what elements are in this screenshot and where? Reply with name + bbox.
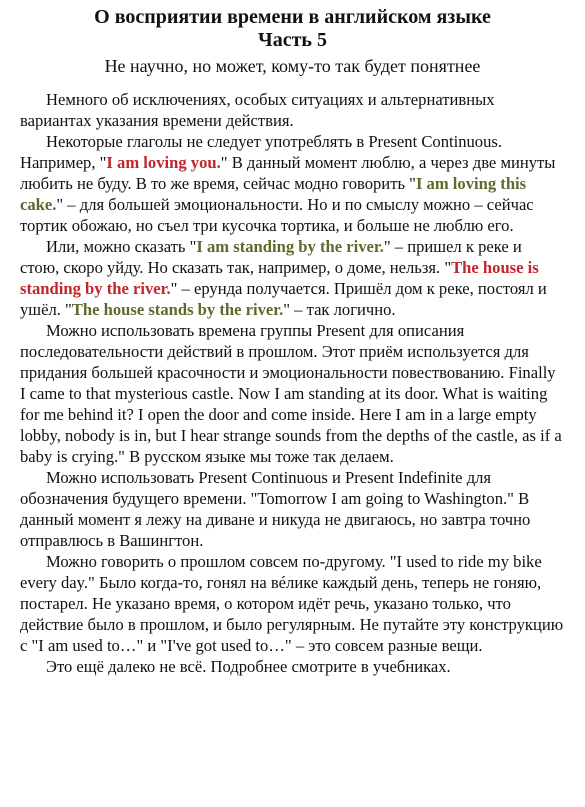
paragraph-2-text-1: Некоторые глаголы не следует употреблять в Present Continuous. Например, " <box>20 132 503 172</box>
article-body <box>20 89 565 677</box>
page-title <box>20 6 565 52</box>
title-line-1: О восприятии времени в английском языке <box>94 6 491 28</box>
example-red-1: I am loving you. <box>106 153 221 172</box>
example-green-2: I am standing by the river. <box>196 237 384 256</box>
title-line-2: Часть 5 <box>258 29 327 51</box>
paragraph-3-text-3: " – ерунда получается. Пришёл дом к реке, постоял и ушёл. " <box>20 279 547 319</box>
paragraph-4: Можно использовать времена группы Present для описания последовательности действий в прошлом. Этот приём используется для придания большей красочности и эмоциональности повествованию. Finally I came to that mysterious castle. Now I am standing at its door. What is waiting for me behind it? I open the door and come inside. Here I am in a large empty lobby, nobody is in, but I hear strange sounds from the depths of the castle, as if a baby is crying." В русском языке мы тоже так делаем. <box>20 321 562 466</box>
paragraph-3-text-2: " – пришел к реке и стою, скоро уйду. Но сказать так, например, о доме, нельзя. " <box>20 237 522 277</box>
paragraph-3 <box>20 236 565 320</box>
page-subtitle: Не научно, но может, кому-то так будет понятнее <box>104 56 481 76</box>
paragraph-5: Можно использовать Present Continuous и Present Indefinite для обозначения будущего времени. "Tomorrow I am going to Washington." В данный момент я лежу на диване и никуда не двигаюсь, но завтра точно отправлюсь в Вашингтон. <box>20 468 531 550</box>
example-green-3: The house stands by the river. <box>71 300 284 319</box>
paragraph-2-text-3: " – для большей эмоциональности. Но и по смыслу можно – сейчас тортик обожаю, но съел три кусочка тортика, и больше не люблю его. <box>20 195 534 235</box>
paragraph-3-text-1: Или, можно сказать " <box>46 237 197 256</box>
paragraph-3-text-4: " – так логично. <box>283 300 396 319</box>
paragraph-1: Немного об исключениях, особых ситуациях и альтернативных вариантах указания времени действия. <box>20 90 495 130</box>
paragraph-2 <box>20 131 565 236</box>
paragraph-2-text-2: " В данный момент люблю, а через две минуты любить не буду. В то же время, сейчас модно говорить " <box>20 153 556 193</box>
paragraph-6: Можно говорить о прошлом совсем по-другому. "I used to ride my bike every day." Было когда-то, гонял на вéлике каждый день, теперь не гоняю, постарел. Не указано время, о котором идёт речь, указано только, что действие было в прошлом, и было регулярным. Не путайте эту конструкцию с "I am used to…" и "I've got used to…" – это совсем разные вещи. <box>20 552 564 655</box>
paragraph-7: Это ещё далеко не всё. Подробнее смотрите в учебниках. <box>46 657 451 676</box>
example-green-1: I am loving this cake. <box>20 174 527 214</box>
example-red-2: The house is standing by the river. <box>20 258 539 298</box>
